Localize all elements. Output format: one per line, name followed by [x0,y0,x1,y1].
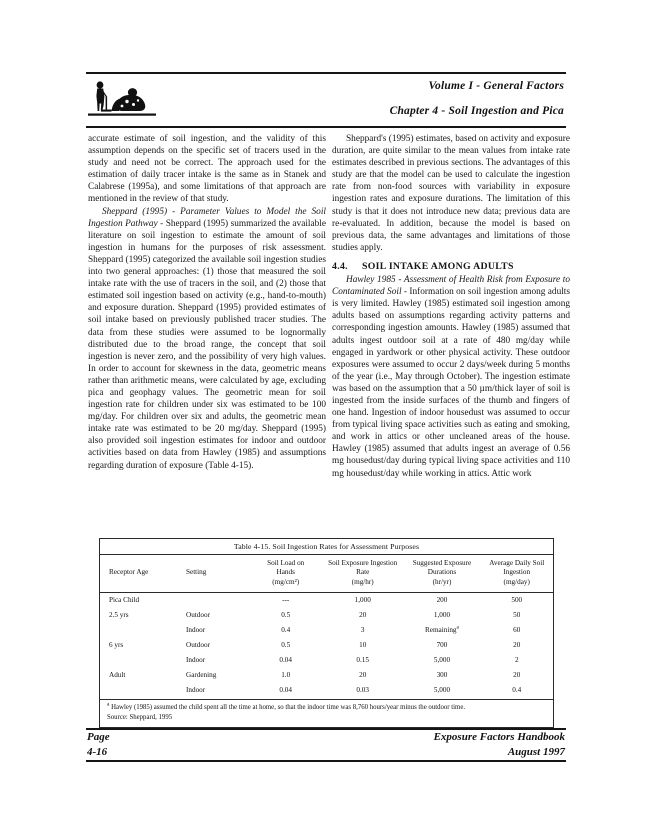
col-header-setting-l1: Setting [186,568,207,577]
table-row [100,668,553,683]
section-title: SOIL INTAKE AMONG ADULTS [362,260,514,272]
right-paragraph-2 [332,274,570,480]
cell-duration: 300 [436,671,448,680]
cell-setting: Indoor [186,626,206,635]
cell-exposure-rate: 20 [359,671,367,680]
body-left-column [88,133,326,472]
cell-duration: 1,000 [433,611,451,620]
cell-duration: 5,000 [433,656,451,665]
cell-receptor-age [100,623,177,638]
cell-setting: Gardening [186,671,217,680]
header-chapter-line: Chapter 4 - Soil Ingestion and Pica [389,105,564,117]
col-header-durations-l1: Suggested Exposure [412,559,472,567]
footnote-text: Hawley (1985) assumed the child spent all the time at home, so that the indoor time was 8,760 hours/year minus the outdoor time. [109,704,466,712]
table-footnote [107,703,547,713]
cell-setting [177,593,249,609]
cell-setting: Outdoor [186,611,210,620]
cell-receptor-age: 6 yrs [109,641,124,650]
right-paragraph-1: Sheppard's (1995) estimates, based on activity and exposure duration, are quite similar to the mean values from intake rate estimates described in previous sections. The advantages of this study are that the model can be used to calculate the ingestion rate from non-food sources with variability in exposure ingestion rates and exposure durations. The limitation of this study is that it does not introduce new data; previous data are re-evaluated. In addition, because the model is based on previous data, the same advantages and limitations of those studies apply. [332,134,570,253]
col-header-durations-l3: (hr/yr) [432,577,452,586]
table-notes [100,700,553,727]
cell-average-daily-ingestion: 0.4 [512,686,522,695]
cell-exposure-rate: 1,000 [354,596,371,605]
left-paragraph-2 [88,206,326,472]
col-header-setting [177,555,249,593]
cell-average-daily-ingestion: 50 [513,611,521,620]
cell-receptor-age: 2.5 yrs [109,611,129,620]
sheppard-study-title: Sheppard (1995) - Parameter Values to Model the Soil Ingestion Pathway [88,206,326,229]
left-paragraph-1: accurate estimate of soil ingestion, and the validity of this assumption depends on the specific set of tracers used in the study and need not be correct. The approach used for the estimation of daily tracer intake is the same as in Stanek and Calabrese (1995a), and some limitations of that approach are mentioned in the review of that study. [88,134,326,205]
page-header [86,72,566,128]
cell-receptor-age: Pica Child [109,596,140,605]
col-header-exposure-rate [322,555,404,593]
cell-duration-footnote-marker: a [456,624,459,631]
header-rule-bottom [86,126,566,128]
cell-soil-load: 0.04 [279,686,292,695]
header-volume-line: Volume I - General Factors [428,80,564,92]
section-number: 4.4. [332,260,348,272]
section-heading-4-4 [332,261,570,273]
cell-receptor-age [100,683,177,699]
cell-soil-load: 0.5 [281,611,291,620]
footer-right-block [434,730,565,759]
cell-exposure-rate: 20 [359,611,367,620]
cell-average-daily-ingestion: 60 [513,626,521,635]
table-caption: Table 4-15. Soil Ingestion Rates for Assessment Purposes [100,539,553,555]
cell-soil-load: 0.4 [281,626,291,635]
table-row [100,593,553,609]
footer-page-label: Page [87,731,110,743]
cell-average-daily-ingestion: 500 [511,596,523,605]
cell-average-daily-ingestion: 20 [513,671,521,680]
col-header-adi-l1: Average Daily Soil [489,559,545,567]
page-footer [86,728,566,762]
footer-handbook-title: Exposure Factors Handbook [433,731,565,743]
col-header-adi-l2: Ingestion [503,568,531,577]
col-header-soil-load-l2: Hands [276,568,295,577]
cell-soil-load: 1.0 [281,671,291,680]
cell-duration: 700 [436,641,448,650]
cell-exposure-rate: 10 [359,641,367,650]
cell-exposure-rate: 0.15 [356,656,369,665]
soil-ingestion-silhouette-logo [86,79,158,121]
table-header [100,555,553,593]
soil-ingestion-rates-table [100,555,553,699]
body-right-column [332,133,570,480]
cell-soil-load: 0.5 [281,641,291,650]
table-row [100,653,553,668]
cell-receptor-age [100,653,177,668]
cell-duration: 200 [436,596,448,605]
col-header-soil-load-l1: Soil Load on [267,559,305,567]
header-title-block [234,74,564,124]
table-row [100,683,553,699]
col-header-durations-l2: Durations [427,568,457,577]
cell-exposure-rate: 0.03 [356,686,369,695]
footer-rule-bottom [86,760,566,762]
footer-date: August 1997 [507,745,565,758]
cell-average-daily-ingestion: 2 [514,656,519,665]
col-header-average-daily-ingestion [480,555,553,593]
cell-exposure-rate: 3 [360,626,365,635]
left-paragraph-2-text: - Sheppard (1995) summarized the available literature on soil ingestion to estimate the amount of soil ingestion in humans for the purposes of risk assessment. Sheppard (1995) categorized the available soil ingestion studies into two general approaches: (1) those that measured the soil intake rate with the use of tracers in the soil, and (2) those that estimated soil ingestion based on activity (e.g., hand-to-mouth) and exposure duration. Sheppard (1995) provided estimates of soil intake based on previously published tracer studies. The data from these studies were assumed to be lognormally distributed due to the broad range, the concept that soil ingestion is never zero, and the possibility of very high values. In order to account for skewness in the data, geometric means rather than arithmetic means, were calculated by age, excluding pica and geophagy values. The geometric mean for soil ingestion rate for children under six was estimated to be 100 mg/day. For children over six and adults, the geometric mean intake rate was estimated to be 20 mg/day. Sheppard (1995) also provided soil ingestion estimates for indoor and outdoor activities based on data from Hawley (1985) and assumptions regarding duration of exposure (Table 4-15). [88,218,326,471]
table-body [100,593,553,700]
table-source: Source: Sheppard, 1995 [107,714,173,722]
col-header-receptor-age-l1: Receptor Age [109,568,149,577]
col-header-exposure-rate-l1: Soil Exposure Ingestion [328,559,398,567]
cell-soil-load: 0.04 [279,656,292,665]
table-row [100,623,553,638]
cell-setting: Outdoor [186,641,210,650]
table-row [100,608,553,623]
cell-duration: 5,000 [433,686,451,695]
cell-duration: Remaining$^a$ [424,624,459,635]
footnote-marker: a [107,701,110,708]
col-header-soil-load [249,555,321,593]
col-header-exposure-rate-l3: (mg/hr) [351,577,374,586]
table-header-row [100,555,553,593]
table-4-15 [99,538,554,728]
cell-average-daily-ingestion: 20 [513,641,521,650]
footer-page-number: 4-16 [87,745,108,758]
cell-setting: Indoor [186,686,206,695]
hawley-study-title: Hawley 1985 - Assessment of Health Risk from Exposure to Contaminated Soil [332,275,570,298]
cell-setting: Indoor [186,656,206,665]
cell-receptor-age: Adult [109,671,126,680]
col-header-exposure-rate-l2: Rate [356,568,370,577]
col-header-receptor-age [100,555,177,593]
right-paragraph-2-text: - Information on soil ingestion among adults is very limited. Hawley (1985) estimated soil ingestion among adults based on assumptions regarding activity patterns and corresponding ingestion amounts. Hawley (1985) assumed that adults ingest outdoor soil at a rate of 480 mg/day while engaged in yardwork or other physical activity. These outdoor exposures were assumed to occur 2 days/week during 5 months of the year (i.e., May through October). The ingestion estimate was based on the assumption that a 50 µm/thick layer of soil is ingested from the inside surfaces of the thumb and fingers of one hand. Ingestion of indoor housedust was assumed to occur from typical living space activities such as eating and smoking, and work in attics or other uncleaned areas of the house. Hawley (1985) assumed that adults ingest an average of 0.56 mg housedust/day during typical living space activities and 110 mg housedust/day while working in attics. Attic work [332,287,570,479]
col-header-durations [403,555,480,593]
table-row [100,638,553,653]
footer-left-block [87,730,110,759]
cell-soil-load: --- [282,596,290,605]
col-header-soil-load-l3: (mg/cm²) [272,577,300,586]
col-header-adi-l3: (mg/day) [503,577,530,586]
